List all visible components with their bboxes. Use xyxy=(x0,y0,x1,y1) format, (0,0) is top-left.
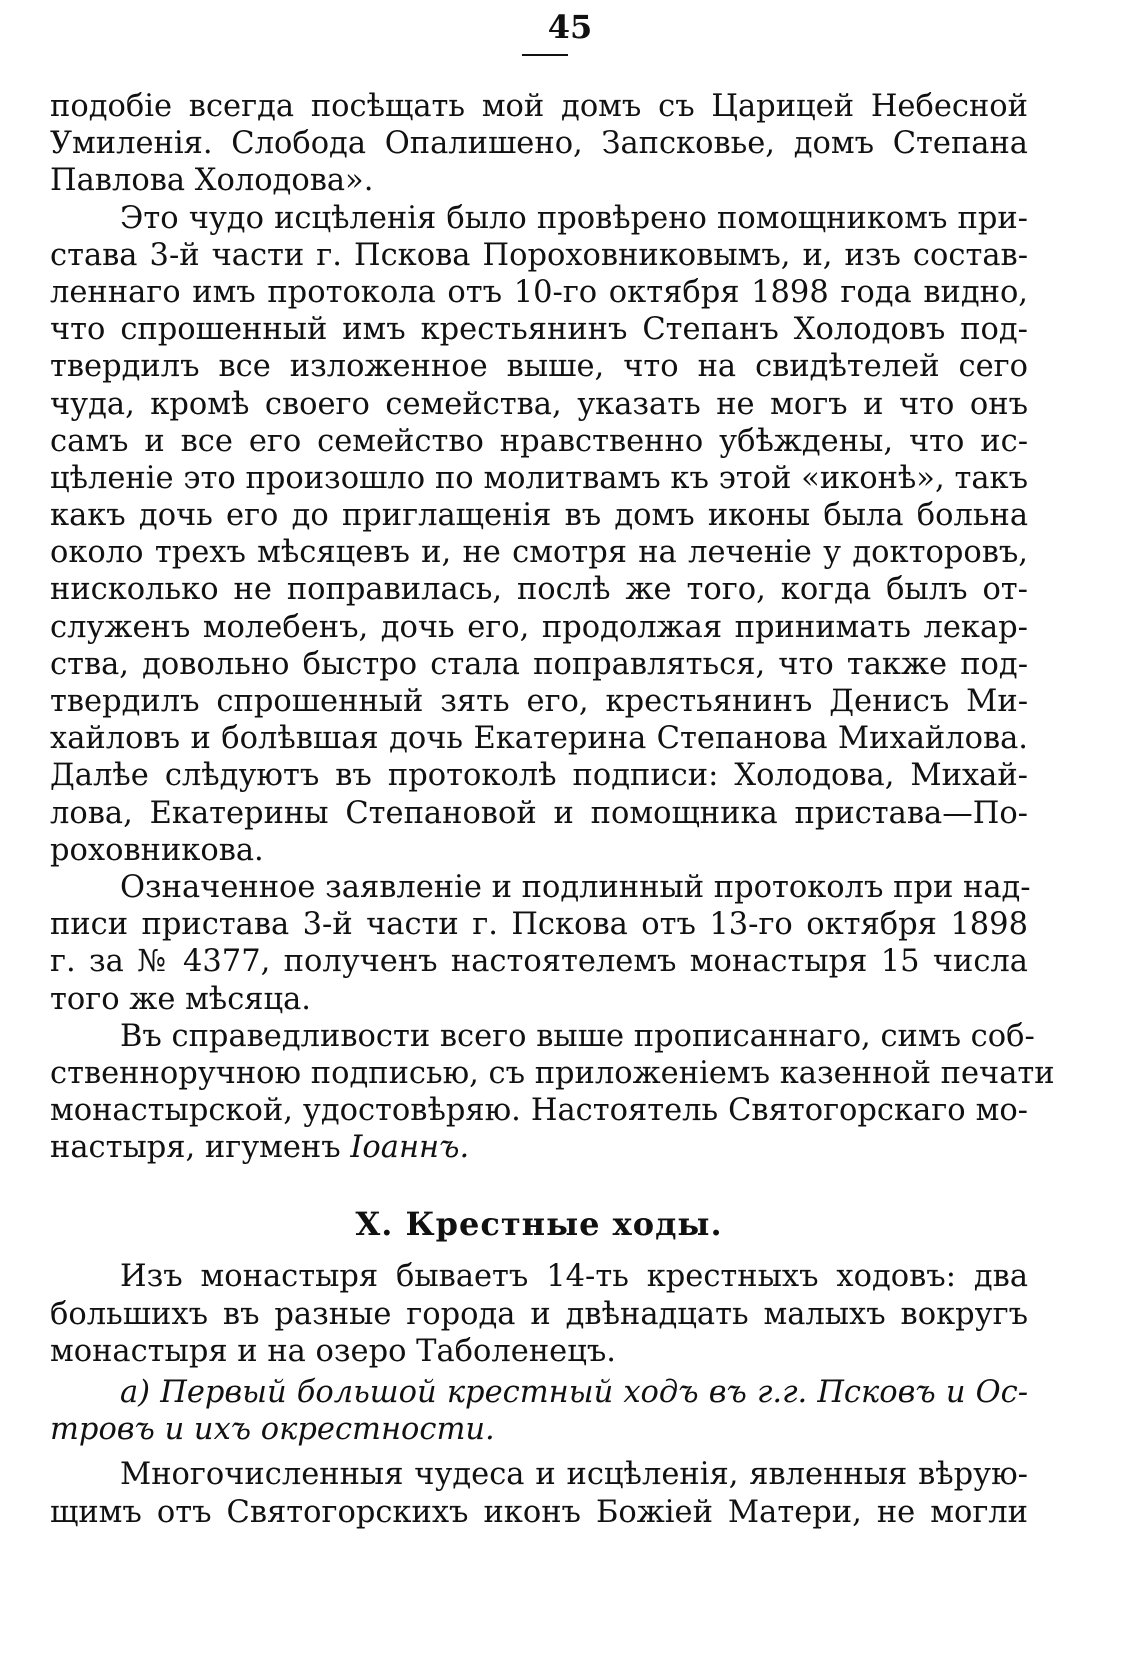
text-line: большихъ въ разные города и двѣнадцать малыхъ вокругъ xyxy=(50,1296,1028,1332)
text-line xyxy=(50,1129,1028,1166)
signature-name: Іоаннъ. xyxy=(350,1130,470,1166)
subheading xyxy=(50,1374,1028,1448)
text-line: твердилъ все изложенное выше, что на свидѣтелей сего xyxy=(50,349,1028,385)
text-line: около трехъ мѣсяцевъ и, не смотря на леченіе у докторовъ, xyxy=(50,535,1028,571)
page-number-text: 45 xyxy=(547,8,593,46)
text-line: служенъ молебенъ, дочь его, продолжая принимать лекар- xyxy=(50,609,1028,645)
text-line: тровъ и ихъ окрестности. xyxy=(50,1412,495,1448)
text-line: писи пристава 3-й части г. Пскова отъ 13-го октября 1898 xyxy=(50,907,1028,943)
text-line: г. за № 4377, полученъ настоятелемъ монастыря 15 числа xyxy=(50,944,1028,980)
paragraph-2 xyxy=(50,200,1028,869)
text-line: Это чудо исцѣленія было провѣрено помощникомъ при- xyxy=(120,200,1028,236)
text-line: Умиленія. Слобода Опалишено, Запсковье, домъ Степана xyxy=(50,126,1028,162)
text-line: монастыря и на озеро Таболенецъ. xyxy=(50,1333,616,1369)
text-line: что спрошенный имъ крестьянинъ Степанъ Холодовъ под- xyxy=(50,312,1028,348)
text-line: цѣленіе это произошло по молитвамъ къ этой «иконѣ», такъ xyxy=(50,460,1028,496)
text-line: Далѣе слѣдуютъ въ протоколѣ подписи: Холодова, Михай- xyxy=(50,758,1028,794)
text-line: лова, Екатерины Степановой и помощника пристава—По- xyxy=(50,795,1028,831)
text-line: леннаго имъ протокола отъ 10-го октября 1898 года видно, xyxy=(50,274,1028,310)
text-line: става 3-й части г. Пскова Пороховниковымъ, и, изъ состав- xyxy=(50,237,1028,273)
text-line: а) Первый большой крестный ходъ въ г.г. Псковъ и Ос- xyxy=(120,1375,1028,1410)
paragraph-5 xyxy=(50,1258,1028,1370)
paragraph-6 xyxy=(50,1456,1028,1530)
text-line: Изъ монастыря бываетъ 14-ть крестныхъ ходовъ: два xyxy=(120,1259,1028,1295)
section-heading: X. Крестные ходы. xyxy=(355,1205,723,1244)
paragraph-3 xyxy=(50,869,1031,1018)
text-line: щимъ отъ Святогорскихъ иконъ Божіей Матери, не могли xyxy=(50,1494,1028,1530)
text-line: самъ и все его семейство нравственно убѣждены, что ис- xyxy=(50,423,1028,459)
text-line: роховникова. xyxy=(50,832,264,868)
text-line: Означенное заявленіе и подлинный протоколъ при над- xyxy=(120,869,1031,905)
text-line-prefix: настыря, игуменъ xyxy=(50,1130,351,1166)
text-line: Многочисленныя чудеса и исцѣленія, явленныя вѣрую- xyxy=(120,1457,1028,1493)
text-line: подобіе всегда посѣщать мой домъ съ Царицей Небесной xyxy=(50,89,1028,124)
text-line: чуда, кромѣ своего семейства, указать не могъ и что онъ xyxy=(50,386,1028,422)
page-number-underline xyxy=(522,54,568,56)
spacer xyxy=(50,1448,1028,1456)
text-line: того же мѣсяца. xyxy=(50,981,312,1017)
text-line: Павлова Холодова». xyxy=(50,163,374,199)
text-line: твердилъ спрошенный зять его, крестьянинъ Денисъ Ми- xyxy=(50,684,1028,719)
text-line: какъ дочь его до приглащенія въ домъ иконы была больна xyxy=(50,498,1028,534)
text-line: нисколько не поправилась, послѣ же того, когда былъ от- xyxy=(50,572,1028,608)
text-line: монастырской, удостовѣряю. Настоятель Святогорскаго мо- xyxy=(50,1093,1028,1129)
text-line: ственноручною подписью, съ приложеніемъ казенной печати xyxy=(50,1055,1055,1091)
text-line: Въ справедливости всего выше прописаннаго, симъ соб- xyxy=(120,1018,1035,1054)
text-line: ства, довольно быстро стала поправляться, что также под- xyxy=(50,646,1028,682)
page-number xyxy=(0,8,1140,46)
text-line: хайловъ и болѣвшая дочь Екатерина Степанова Михайлова. xyxy=(50,721,1028,757)
paragraph-4 xyxy=(50,1018,1055,1167)
page-body xyxy=(50,88,1055,1531)
spacer xyxy=(50,1166,1028,1202)
paragraph-1 xyxy=(50,88,1028,200)
